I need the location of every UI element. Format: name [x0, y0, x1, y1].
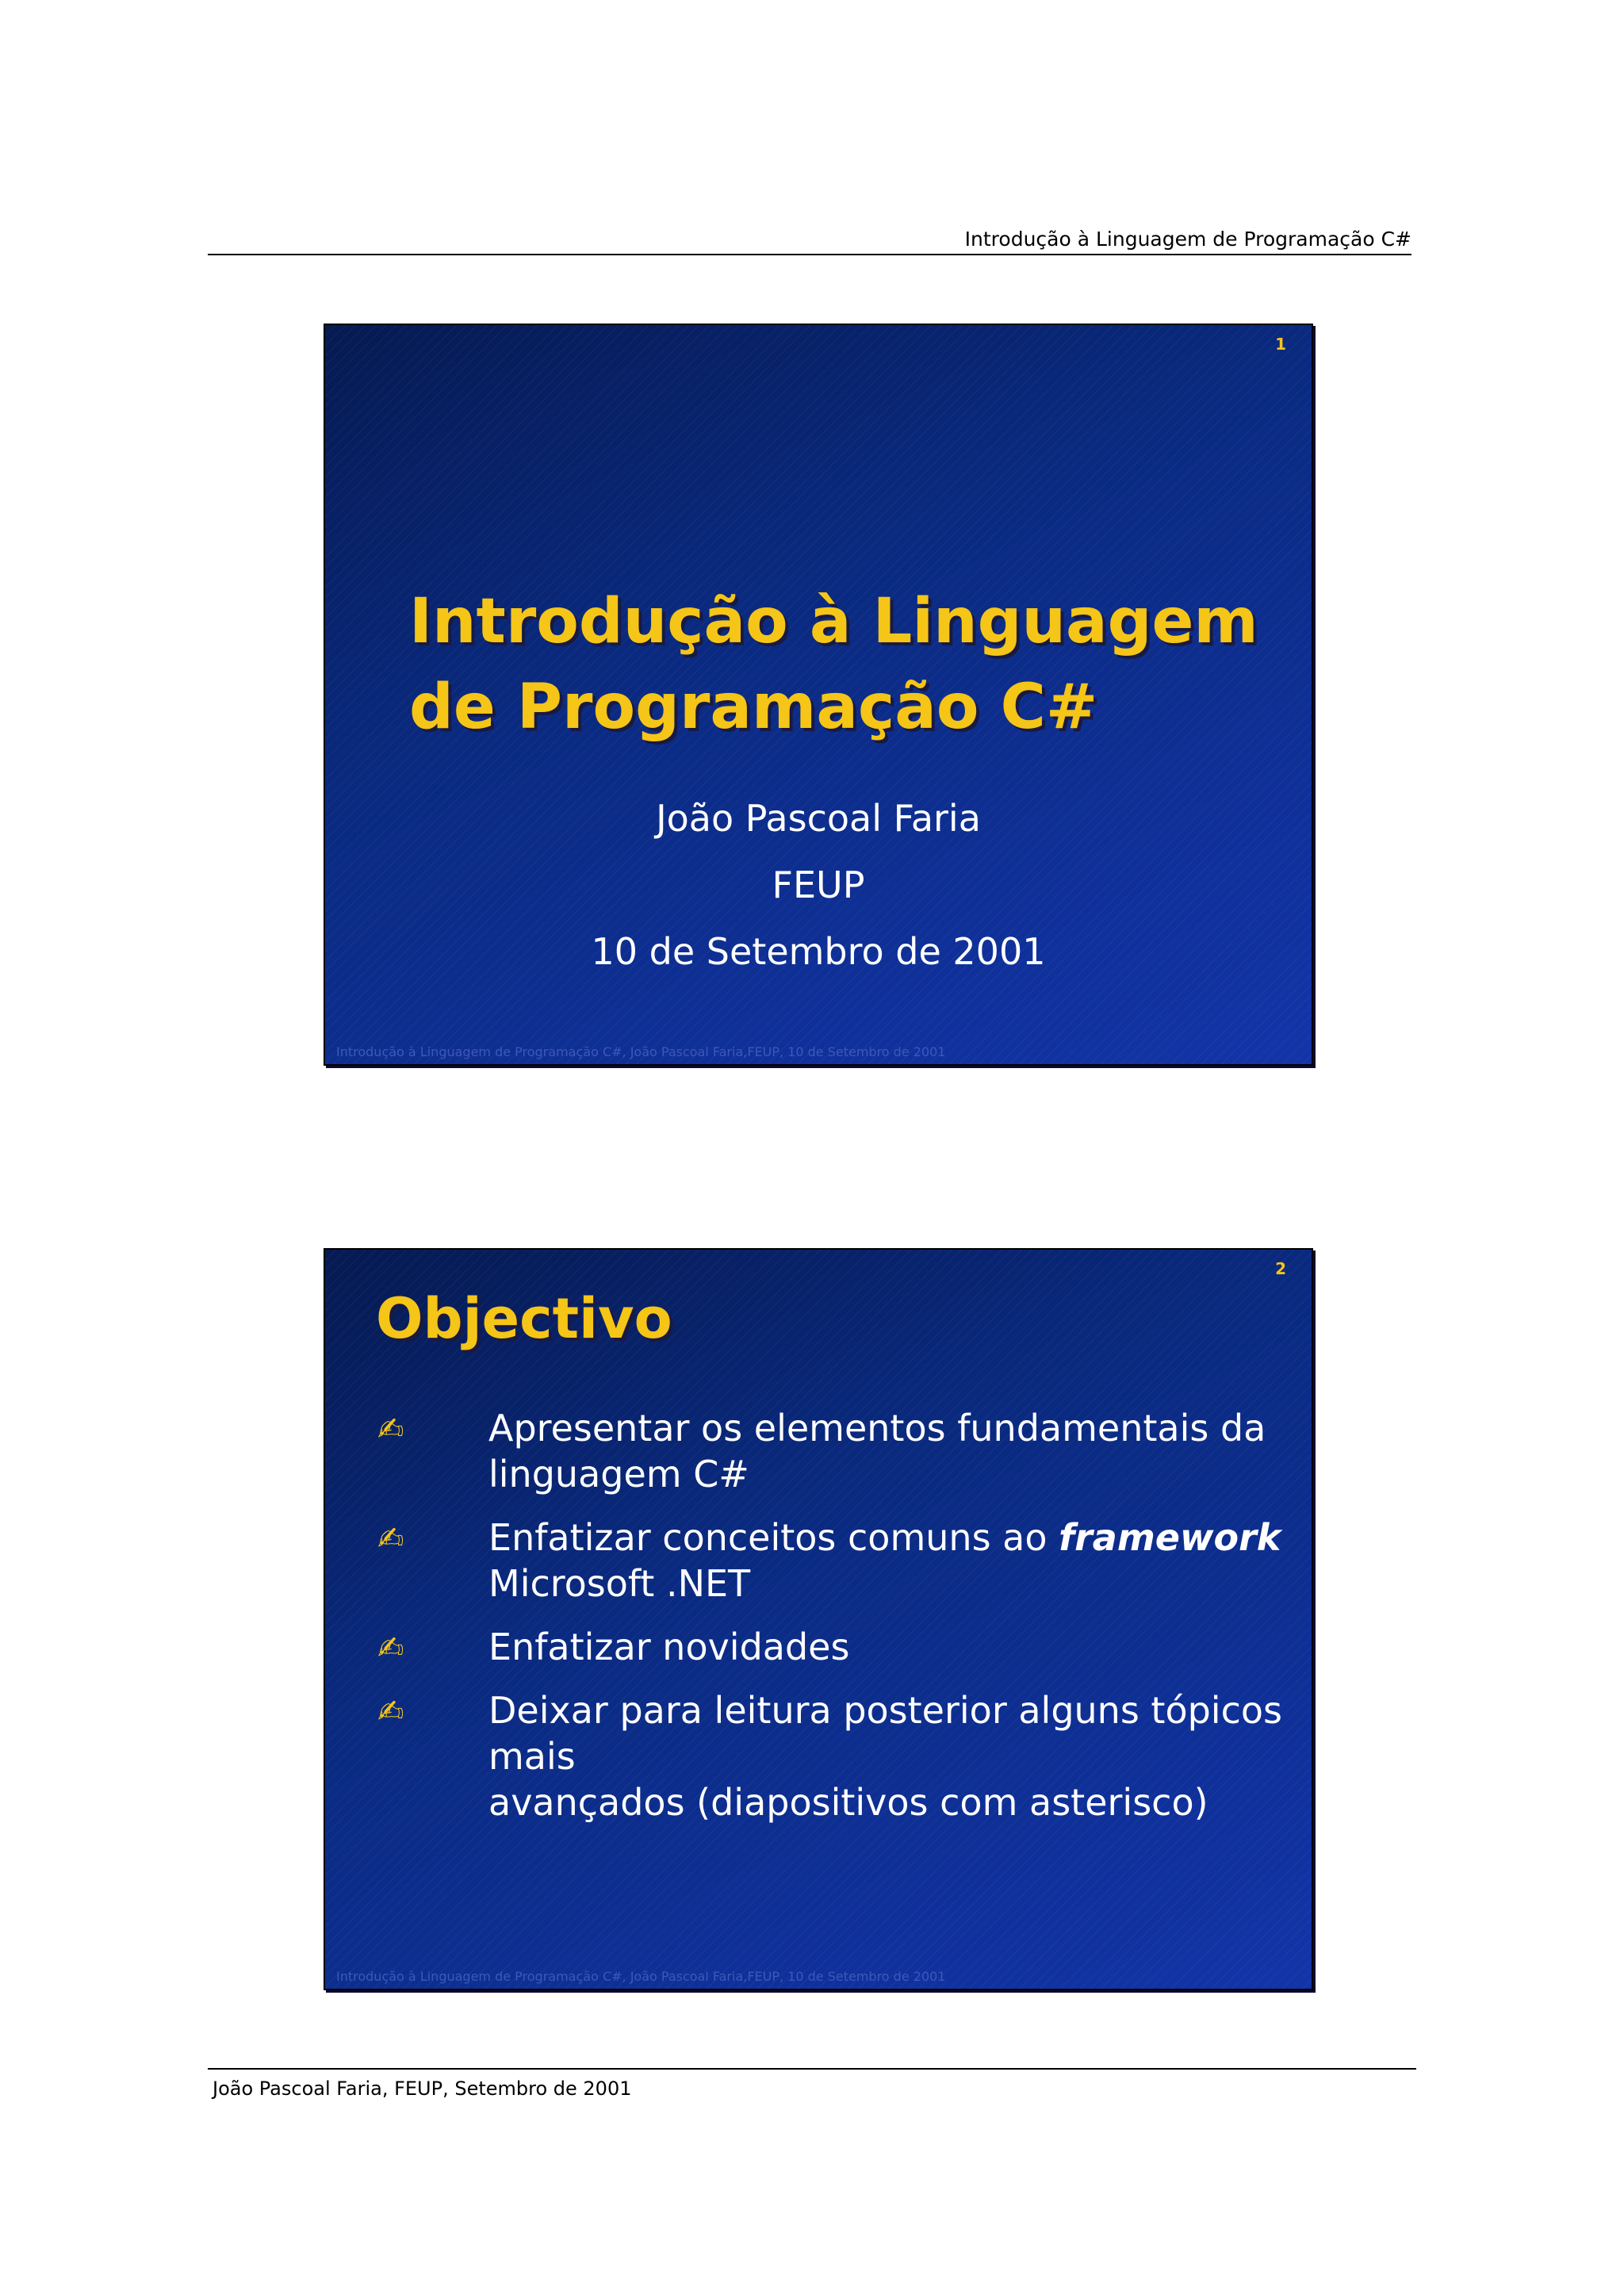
bullet-text: Deixar para leitura posterior alguns tópicos mais	[488, 1689, 1282, 1778]
page-footer-rule	[208, 2068, 1416, 2070]
bullet-item	[377, 1515, 1289, 1607]
presentation-date: 10 de Setembro de 2001	[591, 930, 1046, 973]
bullet-text-continued: avançados (diapositivos com asterisco)	[488, 1781, 1208, 1824]
author-name: João Pascoal Faria	[656, 797, 981, 840]
bullet-list	[377, 1405, 1289, 1843]
bullet-item	[377, 1405, 1289, 1497]
bullet-emphasis: framework	[1059, 1516, 1281, 1559]
bullet-text-continued: Microsoft .NET	[488, 1562, 751, 1605]
slide-subtitle	[325, 785, 1312, 985]
writing-hand-icon: ✍	[377, 1694, 404, 1730]
bullet-item	[377, 1687, 1289, 1825]
slide-number: 2	[1275, 1259, 1286, 1278]
institution: FEUP	[772, 864, 865, 906]
writing-hand-icon: ✍	[377, 1521, 404, 1557]
page-header	[208, 222, 1411, 255]
slide-title	[409, 579, 1258, 750]
slide-title-line-1: Introdução à Linguagem	[409, 586, 1258, 657]
slide-title-line-2: de Programação C#	[409, 672, 1098, 743]
slide-footer: Introdução à Linguagem de Programação C#, João Pascoal Faria,FEUP, 10 de Setembro de 2001	[336, 1044, 946, 1059]
writing-hand-icon: ✍	[377, 1411, 404, 1448]
slide-title: Objectivo	[376, 1286, 672, 1351]
bullet-item	[377, 1624, 1289, 1670]
bullet-text: Enfatizar novidades	[488, 1626, 850, 1668]
slide-2	[324, 1248, 1313, 1990]
bullet-text: Enfatizar conceitos comuns ao	[488, 1516, 1059, 1559]
page-header-title: Introdução à Linguagem de Programação C#	[964, 228, 1411, 251]
bullet-text-continued: linguagem C#	[488, 1453, 749, 1496]
writing-hand-icon: ✍	[377, 1630, 404, 1667]
slide-footer: Introdução à Linguagem de Programação C#, João Pascoal Faria,FEUP, 10 de Setembro de 2001	[336, 1969, 946, 1984]
page-footer-text: João Pascoal Faria, FEUP, Setembro de 2001	[213, 2078, 632, 2100]
slide-number: 1	[1275, 335, 1286, 354]
slide-1	[324, 324, 1313, 1066]
bullet-text: Apresentar os elementos fundamentais da	[488, 1407, 1266, 1450]
